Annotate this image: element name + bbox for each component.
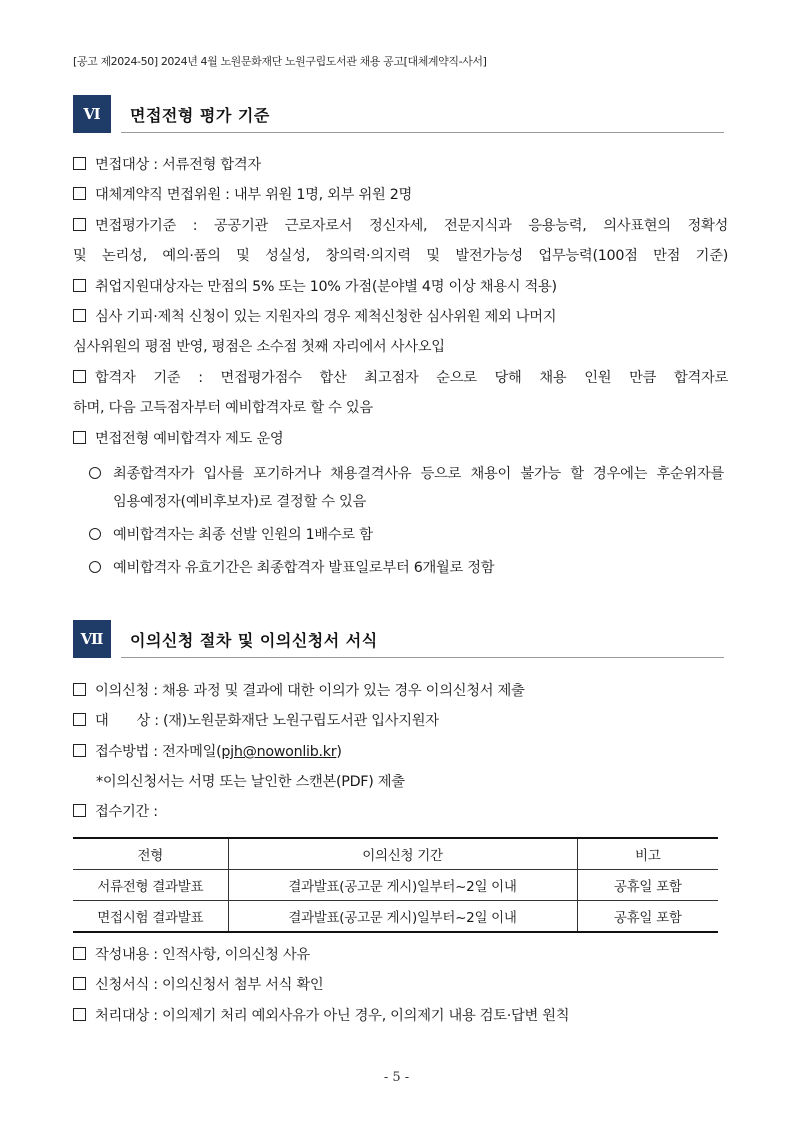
section-7-heading xyxy=(73,620,724,664)
checkbox-square-icon xyxy=(73,1008,86,1021)
list-item: 대체계약직 면접위원 : 내부 위원 1명, 외부 위원 2명 xyxy=(73,180,728,210)
checkbox-square-icon xyxy=(73,683,86,696)
sub-list-item: 최종합격자가 입사를 포기하거나 채용결격사유 등으로 채용이 불가능 할 경우에는 후순위자를 xyxy=(89,459,724,489)
section-6-title: 면접전형 평가 기준 xyxy=(130,106,270,125)
checkbox-square-icon xyxy=(73,947,86,960)
table-cell: 면접시험 결과발표 xyxy=(73,901,228,933)
checkbox-square-icon xyxy=(73,431,86,444)
list-item-continuation: 심사위원의 평점 반영, 평점은 소수점 첫째 자리에서 사사오입 xyxy=(73,339,445,355)
checkbox-square-icon xyxy=(73,977,86,990)
checkbox-square-icon xyxy=(73,744,86,757)
circle-bullet-icon xyxy=(89,467,101,479)
table-cell: 결과발표(공고문 게시)일부터~2일 이내 xyxy=(228,901,577,933)
circle-bullet-icon xyxy=(89,528,101,540)
list-item: 취업지원대상자는 만점의 5% 또는 10% 가점(분야별 4명 이상 채용시 적용) xyxy=(73,272,728,302)
list-item: 심사 기피·제척 신청이 있는 지원자의 경우 제척신청한 심사위원 제외 나머지 xyxy=(73,302,728,332)
section-6-number: Ⅵ xyxy=(73,95,111,133)
circle-bullet-icon xyxy=(89,561,101,573)
list-item: 작성내용 : 인적사항, 이의신청 사유 xyxy=(73,940,728,970)
list-item: 접수기간 : xyxy=(73,797,728,827)
table-cell: 결과발표(공고문 게시)일부터~2일 이내 xyxy=(228,870,577,901)
document-header: [공고 제2024-50] 2024년 4월 노원문화재단 노원구립도서관 채용 공고[대체계약직-사서] xyxy=(73,55,487,68)
list-item: 대 상 : (재)노원문화재단 노원구립도서관 입사지원자 xyxy=(73,706,728,736)
table-cell: 공휴일 포함 xyxy=(577,870,718,901)
table-row xyxy=(73,870,718,901)
page-number: - 5 - xyxy=(383,1070,410,1085)
list-item: 합격자 기준 : 면접평가점수 합산 최고점자 순으로 당해 채용 인원 만큼 합격자로 xyxy=(73,363,728,393)
table-header-cell: 이의신청 기간 xyxy=(228,838,577,870)
checkbox-square-icon xyxy=(73,713,86,726)
section-divider xyxy=(121,657,724,658)
table-header-cell: 비고 xyxy=(577,838,718,870)
sub-list-item: 예비합격자 유효기간은 최종합격자 발표일로부터 6개월로 정함 xyxy=(89,553,724,583)
checkbox-square-icon xyxy=(73,157,86,170)
table-cell: 서류전형 결과발표 xyxy=(73,870,228,901)
list-item: 신청서식 : 이의신청서 첨부 서식 확인 xyxy=(73,970,728,1000)
sub-list-item-continuation: 임용예정자(예비후보자)로 결정할 수 있음 xyxy=(113,494,366,510)
list-item: 면접전형 예비합격자 제도 운영 xyxy=(73,424,728,454)
table-row xyxy=(73,901,718,933)
section-divider xyxy=(121,132,724,133)
checkbox-square-icon xyxy=(73,309,86,322)
list-item-continuation: 하며, 다음 고득점자부터 예비합격자로 할 수 있음 xyxy=(73,400,373,416)
checkbox-square-icon xyxy=(73,279,86,292)
table-header-row xyxy=(73,838,718,870)
checkbox-square-icon xyxy=(73,804,86,817)
list-item: 처리대상 : 이의제기 처리 예외사유가 아닌 경우, 이의제기 내용 검토·답변 원칙 xyxy=(73,1001,728,1031)
list-item: 접수방법 : 전자메일(pjh@nowonlib.kr) xyxy=(73,737,728,767)
section-7-number: Ⅶ xyxy=(73,620,111,658)
section-6-heading xyxy=(73,95,724,139)
section-7-title: 이의신청 절차 및 이의신청서 서식 xyxy=(130,631,378,650)
list-item: 면접대상 : 서류전형 합격자 xyxy=(73,150,728,180)
checkbox-square-icon xyxy=(73,370,86,383)
list-item: 이의신청 : 채용 과정 및 결과에 대한 이의가 있는 경우 이의신청서 제출 xyxy=(73,676,728,706)
checkbox-square-icon xyxy=(73,187,86,200)
sub-list-item: 예비합격자는 최종 선발 인원의 1배수로 함 xyxy=(89,520,724,550)
list-item-continuation: 및 논리성, 예의·품의 및 성실성, 창의력·의지력 및 발전가능성 업무능력(100점 만점 기준) xyxy=(73,248,728,264)
appeal-period-table xyxy=(73,837,718,933)
table-header-cell: 전형 xyxy=(73,838,228,870)
checkbox-square-icon xyxy=(73,218,86,231)
list-item: 면접평가기준 : 공공기관 근로자로서 정신자세, 전문지식과 응용능력, 의사표현의 정확성 xyxy=(73,211,728,241)
table-cell: 공휴일 포함 xyxy=(577,901,718,933)
note-text: *이의신청서는 서명 또는 날인한 스캔본(PDF) 제출 xyxy=(96,774,405,790)
email-link[interactable]: pjh@nowonlib.kr xyxy=(221,744,337,760)
